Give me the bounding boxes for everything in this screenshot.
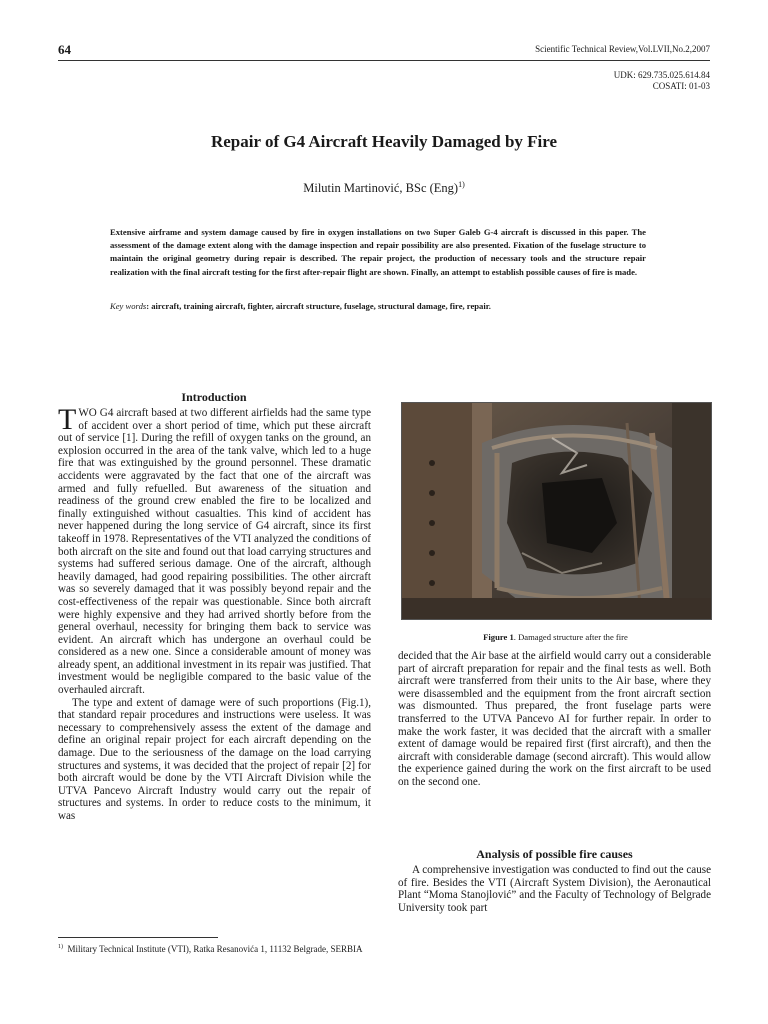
keywords-text: : aircraft, training aircraft, fighter, aircraft structure, fuselage, structural damage, fire, repair. [146,301,491,311]
classification-codes [614,70,710,92]
intro-paragraph-3: decided that the Air base at the airfield would carry out a considerable part of aircraft preparation for repair and the final tests as well. Both aircraft were transferred from their units to the Air base, where they were disassembled and the equipment from the front aircraft section was dismounted. Thus prepared, the front fuselage parts were transferred to the UTVA Pancevo AI for further repair. In order to make the work faster, it was decided that the aircraft with a smaller extent of damage would be repaired first (first aircraft), and then the aircraft with considerable damage (second aircraft). This would allow the experience gained during the work on the first aircraft to be used on the second one. [398,650,711,788]
figure-1-caption [401,632,710,642]
footnote [58,944,362,954]
author-footnote-marker: 1) [458,180,465,189]
figure-caption-text: . Damaged structure after the fire [513,632,628,642]
abstract: Extensive airframe and system damage caused by fire in oxygen installations on two Super Galeb G-4 aircraft is discussed in this paper. The assessment of the damage extent along with the damage inspection and repair possibility are also presented. Fixation of the fuselage structure to maintain the original geometry during repair is described. The repair project, the production of necessary tools and the structure repair realization with the final aircraft testing for the first after-repair flight are shown. Finally, an attempt to establish possible causes of fire is made. [110,227,646,277]
intro-paragraph-2: The type and extent of damage were of such proportions (Fig.1), that standard repair procedures and instructions were useless. It was necessary to comprehensively assess the extent of the damage and define an original repair project for each aircraft depending on the damage. Due to the seriousness of the damage on the load carrying structures and systems, it was decided that the project of repair [2] for both aircraft would be done by the VTI Aircraft Division while the UTVA Pancevo Aircraft Industry would carry out the repair of structures and systems. In order to reduce costs to the minimum, it was [58,696,371,822]
footnote-text: Military Technical Institute (VTI), Ratka Resanovića 1, 11132 Belgrade, SERBIA [67,944,363,954]
introduction-heading: Introduction [181,390,247,404]
footnote-divider [58,937,218,938]
journal-citation: Scientific Technical Review,Vol.LVII,No.2,2007 [535,44,710,54]
header-divider [58,60,710,61]
author-name: Milutin Martinović, BSc (Eng) [303,181,459,196]
right-column-top [398,650,711,789]
article-author [0,180,768,196]
drop-cap: T [58,403,77,436]
right-column-bottom [398,864,711,914]
intro-paragraph-1-text: WO G4 aircraft based at two different airfields had the same type of accident over a short period of time, which put these aircraft out of service [1]. During the refill of oxygen tanks on the ground, an explosion occurred in the area of the tank valve, which led to a huge fire that was extinguished by the ground personnel. These dramatic accidents were aggravated by the fact that one of the aircraft was armed and fully refuelled. But awareness of the situation and readiness of the ground crew enabled the fire to be localized and finally extinguished without casualties. This kind of accident has never happened during the long service of G4 aircraft, since its first takeoff in 1978. Representatives of the VTI analyzed the conditions of both aircraft on the site and found out that load carrying structures and systems had suffered serious damage. One of the aircraft, although heavily damaged, had good repairing possibilities. The other aircraft was so severely damaged that it was possibly beyond repair and the cost-effectiveness of the repair was questionable. Since both aircraft were highly expensive and they had arrived shortly before from the general overhaul, necessity for bringing them back to service was evident. An aircraft which has undergone an overhaul could be considered as a new one. Since a considerable amount of money was already spent, an additional investment in its repair was justified. That investment would be negligible compared to the basic value of the overhauled aircraft. [58,407,371,697]
cosati-code: COSATI: 01-03 [652,81,710,91]
left-column [58,403,371,823]
figure-1-photo [401,402,712,620]
intro-paragraph-1 [58,403,371,697]
analysis-paragraph-1: A comprehensive investigation was conducted to find out the cause of fire. Besides the VTI (Aircraft System Division), the Aeronautical Plant “Moma Stanojlović” and the Faculty of Technology of Belgrade University took part [398,864,711,914]
udk-code: UDK: 629.735.025.614.84 [613,70,710,80]
analysis-heading: Analysis of possible fire causes [476,847,633,861]
figure-label: Figure 1 [483,632,514,642]
keywords-label: Key words [110,301,147,311]
damaged-fuselage-image [402,403,711,619]
footnote-marker: 1) [58,944,63,950]
article-title: Repair of G4 Aircraft Heavily Damaged by Fire [210,132,558,151]
keywords [110,301,670,311]
page-number: 64 [58,42,71,57]
